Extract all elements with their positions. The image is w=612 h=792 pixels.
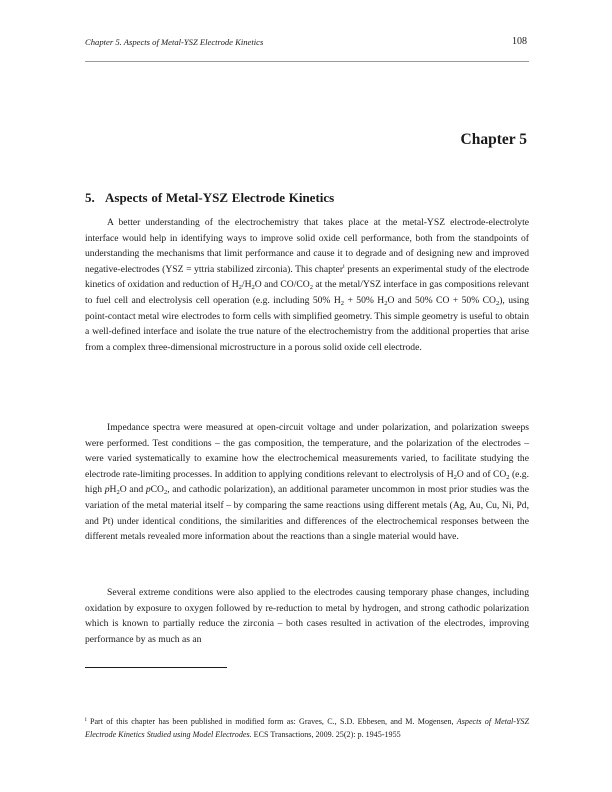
subscript: 2: [495, 299, 500, 307]
p1-text-a: A better understanding of the electrochemistry that takes place at the metal-YSZ electrode-electrolyte interface would help in identifying ways to improve solid oxide cell performance, both from the standpoints of understanding the mechanisms that limit performance and cause it to degrade and of designing new and improved negative-electrodes (YSZ = yttria stabilized zirconia). This chapter: [85, 217, 529, 275]
footnote-citation: ECS Transactions, 2009. 25(2): p. 1945-1955: [251, 729, 401, 739]
p2-text-e: O and: [119, 484, 146, 496]
subscript: 2: [163, 489, 168, 497]
subscript: 2: [116, 489, 120, 497]
footnote-mark: i: [85, 717, 87, 723]
p2-text-f: CO: [150, 484, 164, 496]
p1-text-c: /H: [241, 279, 252, 291]
subscript: 2: [453, 473, 457, 481]
p2-text-d: H: [109, 484, 117, 496]
subscript: 2: [384, 299, 388, 307]
subscript: 2: [238, 284, 242, 292]
section-heading: [85, 190, 334, 206]
footnote-reference: i: [343, 263, 345, 270]
p1-text-g: O and 50% CO + 50% CO: [387, 294, 496, 306]
section-number: 5.: [85, 190, 95, 205]
running-header-title: Chapter 5. Aspects of Metal-YSZ Electrode Kinetics: [85, 37, 264, 47]
italic-p: p: [104, 484, 110, 496]
p1-text-d: O and CO/CO: [254, 279, 310, 291]
footnote-article-title: Aspects of Metal-YSZ Electrode Kinetics Studied using Model Electrodes.: [85, 717, 529, 739]
body-paragraph-3: [85, 585, 529, 647]
body-paragraph-2: [85, 420, 529, 545]
header-divider: [85, 61, 529, 62]
chapter-label: Chapter 5: [460, 131, 527, 148]
footnote-text: Part of this chapter has been published in modified form as: Graves, C., S.D. Ebbesen, and M. Mogensen,: [86, 717, 457, 726]
p1-text-b: presents an experimental study of the electrode kinetics of oxidation and reduction of H: [85, 263, 530, 291]
p2-text-a: Impedance spectra were measured at open-circuit voltage and under polarization, and polarization sweeps were performed. Test conditions – the gas composition, the temperature, and the polarization of the electrodes – were varied systematically to examine how the electrochemical measurements varied, to facilitate studying the electrode rate-limiting processes. In addition to applying conditions relevant to electrolysis of H: [85, 422, 529, 480]
footnote: [85, 716, 529, 741]
subscript: 2: [309, 284, 313, 292]
footnote-divider: [85, 667, 227, 668]
p3-text: Several extreme conditions were also applied to the electrodes causing temporary phase changes, including oxidation by exposure to oxygen followed by re-reduction to metal by hydrogen, and strong cathodic polarization which is known to partially reduce the zirconia – both cases resulted in activation of the electrodes, improving performance by as much as an: [85, 587, 529, 645]
body-paragraph-1: [85, 215, 529, 355]
page-number: 108: [512, 36, 527, 47]
p1-text-f: + 50% H: [344, 294, 385, 306]
p2-text-b: O and of CO: [456, 468, 507, 480]
p1-text-e: at the metal/YSZ interface in gas compositions relevant to fuel cell and electrolysis cell operation (e.g. including 50% H: [85, 279, 530, 306]
italic-p: p: [145, 484, 151, 496]
p1-text-h: ), using point-contact metal wire electrodes to form cells with simplified geometry. This simple geometry is useful to obtain a well-defined interface and isolate the true nature of the electrochemistry from the additional properties that arise from a complex three-dimensional microstructure in a porous solid oxide cell electrode.: [85, 294, 529, 353]
section-title: Aspects of Metal-YSZ Electrode Kinetics: [105, 190, 335, 205]
subscript: 2: [251, 284, 255, 292]
p2-text-c: (e.g. high: [85, 468, 529, 496]
subscript: 2: [506, 473, 510, 481]
subscript: 2: [340, 299, 345, 307]
p2-text-g: , and cathodic polarization), an additional parameter uncommon in most prior studies was the variation of the metal material itself – by comparing the same reactions using different metals (Ag, Au, Cu, Ni, Pd, and Pt) under identical conditions, the similarities and differences of the electrochemical responses between the different metals revealed more information about the reactions than a single material would have.: [85, 484, 529, 543]
